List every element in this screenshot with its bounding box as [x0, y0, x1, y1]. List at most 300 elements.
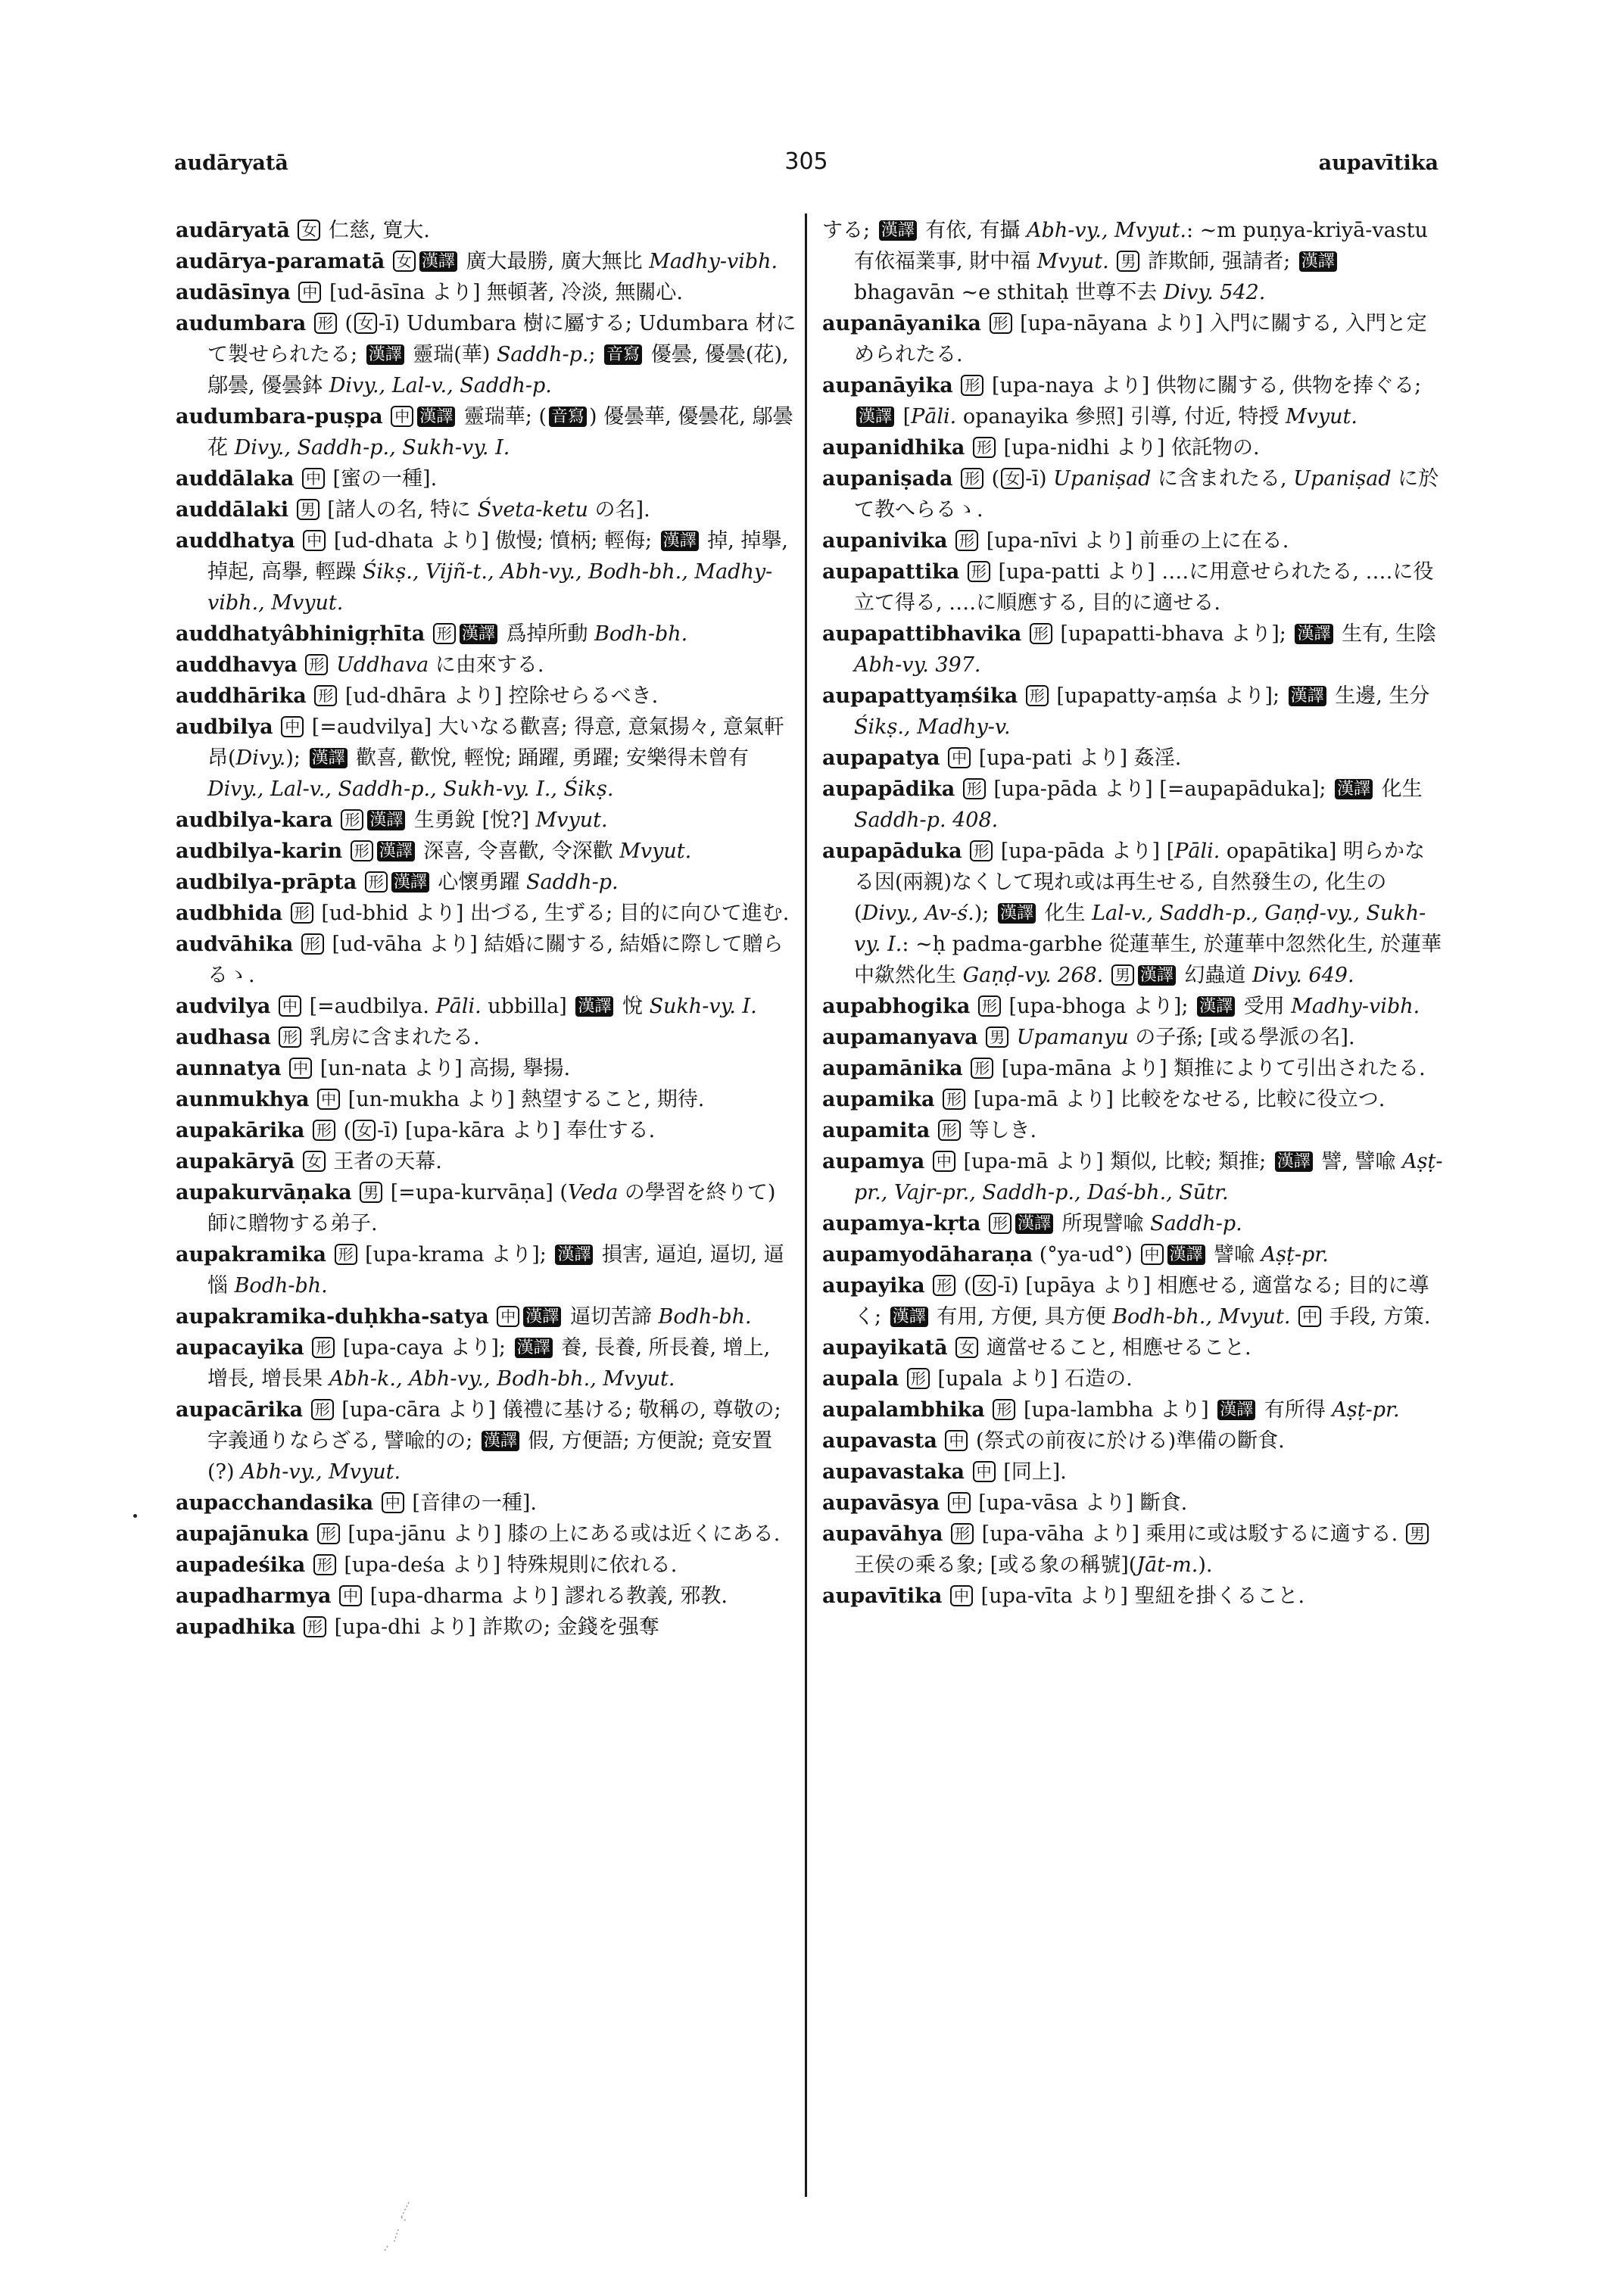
dictionary-entry	[822, 1146, 1443, 1208]
dictionary-entry	[176, 1239, 796, 1301]
dictionary-entry	[822, 463, 1443, 525]
dictionary-entry	[822, 556, 1443, 618]
grammar-mark: 形	[313, 1120, 335, 1141]
entry-headword: audbilya-prāpta	[176, 871, 357, 894]
grammar-mark: 中	[933, 1151, 955, 1172]
entry-text: [upa-vīta より] 聖紐を掛くること.	[974, 1584, 1305, 1608]
entry-text: 悅	[616, 995, 650, 1018]
grammar-mark: 中	[339, 1585, 362, 1606]
entry-text: (	[338, 312, 354, 335]
entry-text: する;	[822, 219, 877, 242]
dictionary-entry	[822, 1581, 1443, 1612]
entry-text: );	[974, 902, 996, 925]
dictionary-entry	[176, 215, 796, 246]
grammar-mark: 形	[433, 623, 456, 644]
grammar-mark: 形	[907, 1368, 930, 1389]
entry-source-citation: Bodh-bh.	[594, 622, 688, 646]
entry-source-citation: Bodh-bh.	[658, 1305, 752, 1329]
entry-source-citation: Saddh-p.	[496, 343, 589, 366]
chinese-translation-mark: 音寫	[604, 344, 642, 365]
entry-text: [ud-vāha より] 結婚に關する, 結婚に際して贈らるゝ.	[207, 933, 784, 987]
dictionary-entry	[822, 1425, 1443, 1456]
grammar-mark: 女	[973, 1275, 996, 1296]
entry-headword: auddālaka	[176, 467, 295, 491]
grammar-mark: 女	[354, 313, 377, 334]
dictionary-entry	[822, 618, 1443, 681]
entry-text: [蜜の一種].	[326, 467, 438, 491]
entry-text: [upa-caya より];	[336, 1336, 513, 1360]
grammar-mark: 形	[1030, 623, 1052, 644]
entry-text	[1103, 964, 1110, 987]
grammar-mark: 形	[989, 1213, 1011, 1234]
column-divider	[805, 213, 807, 2197]
dictionary-entry	[176, 525, 796, 618]
chinese-translation-mark: 漢譯	[482, 1431, 519, 1451]
entry-headword: aupalambhika	[822, 1398, 985, 1422]
grammar-mark: 形	[341, 809, 363, 830]
entry-headword: aupadhika	[176, 1615, 296, 1639]
grammar-mark: 中	[950, 1585, 973, 1606]
dictionary-entry	[822, 1456, 1443, 1488]
entry-headword: aupaniṣada	[822, 467, 953, 491]
entry-text: [upala より] 石造の.	[930, 1367, 1133, 1391]
entry-headword: aupavāsya	[822, 1491, 940, 1515]
entry-headword: aupakramika-duḥkha-satya	[176, 1305, 489, 1329]
entry-text: [=upa-kurvāṇa] (	[384, 1181, 568, 1204]
grammar-mark: 形	[317, 1523, 340, 1544]
entry-text: );	[285, 746, 307, 770]
entry-source-citation: Mvyut.	[1285, 405, 1357, 428]
dictionary-entry	[822, 525, 1443, 556]
grammar-mark: 女	[393, 251, 416, 272]
entry-text: の子孫; [或る學派の名].	[1128, 1026, 1355, 1049]
entry-text: -ī) Udumbara 樹に屬する; Udumbara 材にて製せられたる;	[207, 312, 796, 366]
chinese-translation-mark: 漢譯	[661, 531, 699, 551]
dictionary-entry	[822, 215, 1443, 308]
entry-text: [upa-vāsa より] 斷食.	[971, 1491, 1188, 1515]
grammar-mark: 形	[961, 375, 983, 396]
chinese-translation-mark: 漢譯	[1015, 1213, 1053, 1234]
dictionary-entry	[822, 1270, 1443, 1332]
dictionary-entry	[822, 432, 1443, 463]
dictionary-entry	[176, 1581, 796, 1612]
entry-text: の學習を終りて) 師に贈物する弟子.	[207, 1181, 776, 1235]
entry-headword: aupapattibhavika	[822, 622, 1022, 646]
entry-text: 化生	[1037, 902, 1093, 925]
grammar-mark: 中	[1141, 1244, 1164, 1265]
entry-text: 有依, 有攝	[918, 219, 1027, 242]
dictionary-entry	[822, 1488, 1443, 1519]
entry-headword: aupapādika	[822, 777, 955, 801]
entry-text: 詐欺師, 强請者;	[1141, 250, 1297, 273]
entry-text: [upa-bhoga より];	[1002, 995, 1195, 1018]
entry-text: (	[336, 1119, 352, 1142]
grammar-mark: 中	[391, 406, 413, 427]
grammar-mark: 形	[311, 1399, 334, 1420]
entry-text: 心懷勇躍	[431, 871, 527, 894]
dictionary-entry	[176, 805, 796, 836]
entry-headword: aupala	[822, 1367, 899, 1391]
grammar-mark: 中	[303, 530, 326, 551]
entry-text	[1291, 1305, 1298, 1329]
grammar-mark: 中	[279, 995, 301, 1017]
entry-source-citation: Śikṣ., Madhy-v.	[854, 715, 1011, 739]
running-header	[174, 148, 1439, 189]
grammar-mark: 中	[973, 1461, 996, 1482]
entry-headword: aupapāduka	[822, 840, 962, 863]
entry-headword: audhasa	[176, 1026, 271, 1049]
entry-headword: aupamya	[822, 1150, 925, 1173]
entry-text: に於て教へらるゝ.	[854, 467, 1439, 522]
entry-source-citation: Madhy-vibh.	[1291, 995, 1420, 1018]
entry-text: 逼切苦諦	[563, 1305, 659, 1329]
entry-source-citation: Divy., Saddh-p., Sukh-vy. I.	[234, 436, 510, 460]
entry-text: -ī) [upāya より] 相應せる, 適當なる; 目的に導く;	[854, 1274, 1429, 1329]
entry-text: 掉, 掉擧, 掉起, 高擧, 輕躁	[207, 529, 788, 584]
entry-text: 養, 長養, 所長養, 增上, 增長, 增長果	[207, 1336, 771, 1391]
entry-text: [un-mukha より] 熱望すること, 期待.	[341, 1088, 705, 1111]
entry-source-citation: Aṣṭ-pr.	[1261, 1243, 1329, 1266]
entry-text: (祭式の前夜に於ける)準備の斷食.	[969, 1429, 1285, 1453]
dictionary-entry	[176, 1053, 796, 1084]
entry-headword: aupakurvāṇaka	[176, 1181, 352, 1204]
entry-headword: aupayikatā	[822, 1336, 948, 1360]
grammar-mark: 形	[313, 1554, 336, 1575]
entry-text: 適當せること, 相應せること.	[980, 1336, 1252, 1360]
entry-headword: aupacchandasika	[176, 1491, 374, 1515]
grammar-mark: 形	[291, 902, 313, 924]
grammar-mark: 男	[1406, 1523, 1429, 1544]
entry-text: [upa-pāda より] [	[994, 840, 1175, 863]
grammar-mark: 形	[314, 685, 337, 706]
entry-text: 有用, 方便, 具方便	[930, 1305, 1113, 1329]
chinese-translation-mark: 漢譯	[1275, 1151, 1313, 1172]
entry-text: [upa-pati より] 姦淫.	[972, 746, 1182, 770]
dictionary-entry	[176, 681, 796, 712]
entry-headword: aupajānuka	[176, 1522, 310, 1546]
entry-headword: aupanidhika	[822, 436, 965, 460]
entry-headword: auddhārika	[176, 684, 307, 708]
entry-text: [=audvilya] 大いなる歡喜; 得意, 意氣揚々, 意氣軒昂(	[207, 715, 784, 770]
entry-headword: audārya-paramatā	[176, 250, 385, 273]
grammar-mark: 中	[1298, 1306, 1321, 1327]
entry-headword: aupavastaka	[822, 1460, 965, 1484]
grammar-mark: 形	[1026, 685, 1049, 706]
chinese-translation-mark: 漢譯	[998, 903, 1036, 924]
grammar-mark: 中	[317, 1089, 340, 1110]
grammar-mark: 中	[948, 747, 971, 768]
entry-text: [音律の一種].	[405, 1491, 537, 1515]
entry-text: 深喜, 令喜歡, 令深歡	[416, 840, 620, 863]
grammar-mark: 形	[971, 1058, 993, 1079]
entry-headword: audumbara-puṣpa	[176, 405, 383, 428]
entry-text: -ī) [upa-kāra より] 奉仕する.	[377, 1119, 656, 1142]
chinese-translation-mark: 漢譯	[377, 841, 415, 861]
grammar-mark: 形	[968, 561, 990, 582]
dictionary-entry	[176, 463, 796, 494]
entry-headword: aupabhogika	[822, 995, 971, 1018]
dictionary-entry	[822, 308, 1443, 370]
entry-text: [ud-dhāra より] 控除せらるべき.	[338, 684, 659, 708]
left-column	[176, 215, 796, 1643]
entry-text: [upa-deśa より] 特殊規則に依れる.	[337, 1553, 678, 1577]
chinese-translation-mark: 漢譯	[1217, 1400, 1255, 1420]
entry-text: [	[896, 405, 912, 428]
chinese-translation-mark: 漢譯	[460, 624, 497, 644]
page-number: 305	[784, 148, 828, 175]
entry-headword: aupanāyanika	[822, 312, 981, 335]
chinese-translation-mark: 漢譯	[366, 344, 404, 365]
entry-source-citation: Abh-vy., Mvyut.	[241, 1460, 401, 1484]
dictionary-entry	[822, 681, 1443, 743]
entry-headword: aupamita	[822, 1119, 930, 1142]
entry-headword: auddhavya	[176, 653, 298, 677]
entry-headword: audbhida	[176, 902, 283, 925]
dictionary-entry	[176, 277, 796, 308]
grammar-mark: 形	[961, 468, 983, 489]
entry-text: 有所得	[1258, 1398, 1333, 1422]
entry-text: 譬喩	[1207, 1243, 1261, 1266]
entry-headword: aupadharmya	[176, 1584, 332, 1608]
header-left-guide-word: audāryatā	[174, 151, 288, 175]
grammar-mark: 男	[986, 1027, 1008, 1048]
chinese-translation-mark: 漢譯	[575, 996, 613, 1017]
entry-source-citation: Upamanyu	[1010, 1026, 1129, 1049]
chinese-translation-mark: 漢譯	[310, 748, 348, 768]
entry-source-citation: Upaniṣad	[1293, 467, 1392, 491]
entry-source-citation: Saddh-p.	[1150, 1212, 1242, 1235]
grammar-mark: 形	[973, 437, 996, 458]
entry-headword: aupayika	[822, 1274, 925, 1298]
grammar-mark: 男	[1111, 964, 1134, 986]
entry-text: 生邊, 生分	[1328, 684, 1430, 708]
dictionary-entry	[176, 1332, 796, 1394]
entry-source-citation: Madhy-vibh.	[649, 250, 778, 273]
entry-headword: auddālaki	[176, 498, 289, 522]
chinese-translation-mark: 漢譯	[515, 1338, 553, 1358]
dictionary-entry	[176, 898, 796, 929]
entry-source-citation: Bodh-bh., Mvyut.	[1112, 1305, 1291, 1329]
entry-text: 優曇, 優曇(花), 鄔曇, 優曇鉢	[207, 343, 789, 397]
entry-text: 幻蟲道	[1177, 964, 1253, 987]
dictionary-entry	[822, 774, 1443, 836]
entry-source-citation: Saddh-p. 408.	[854, 808, 999, 832]
grammar-mark: 中	[945, 1430, 968, 1451]
entry-source-citation: Mvyut.	[1036, 250, 1109, 273]
grammar-mark: 女	[353, 1120, 376, 1141]
entry-text: [upa-pāda より] [=aupapāduka];	[987, 777, 1333, 801]
entry-text: 損害, 逼迫, 逼切, 逼惱	[207, 1243, 784, 1298]
entry-source-citation: Mvyut.	[619, 840, 692, 863]
grammar-mark: 形	[951, 1523, 974, 1544]
dictionary-entry	[176, 836, 796, 867]
entry-text: に含まれたる,	[1151, 467, 1294, 491]
entry-text: (	[985, 467, 1000, 491]
entry-source-citation: Abh-vy. 397.	[854, 653, 981, 677]
grammar-mark: 形	[993, 1399, 1015, 1420]
grammar-mark: 中	[948, 1492, 971, 1513]
entry-headword: auddhatyâbhinigṛhīta	[176, 622, 425, 646]
chinese-translation-mark: 漢譯	[367, 810, 405, 830]
entry-source-citation: Śikṣ., Vijñ-t., Abh-vy., Bodh-bh., Madhy-vibh., Mvyut.	[207, 560, 773, 615]
dictionary-entry	[822, 1363, 1443, 1394]
entry-text	[1109, 250, 1116, 273]
dictionary-entry	[176, 246, 796, 277]
grammar-mark: 女	[1001, 468, 1024, 489]
entry-headword: aupanivika	[822, 529, 948, 553]
entry-headword: aupacārika	[176, 1398, 304, 1422]
grammar-mark: 形	[305, 654, 328, 675]
entry-text: 靈瑞(華)	[406, 343, 497, 366]
entry-text: 乳房に含まれたる.	[303, 1026, 480, 1049]
dictionary-entry	[176, 308, 796, 401]
entry-headword: audvāhika	[176, 933, 294, 956]
entry-source-citation: Mvyut.	[535, 808, 608, 832]
dictionary-entry	[822, 1022, 1443, 1053]
entry-source-citation: Veda	[567, 1181, 619, 1204]
chinese-translation-mark: 漢譯	[1289, 686, 1326, 706]
dictionary-entry	[822, 991, 1443, 1022]
grammar-mark: 中	[497, 1306, 519, 1327]
grammar-mark: 形	[279, 1027, 301, 1048]
dictionary-entry	[176, 929, 796, 991]
entry-text: 受用	[1237, 995, 1292, 1018]
chinese-translation-mark: 漢譯	[1295, 624, 1333, 644]
grammar-mark: 中	[298, 282, 321, 303]
entry-headword: aunnatya	[176, 1057, 282, 1080]
dictionary-entry	[176, 1612, 796, 1643]
entry-headword: audbilya-karin	[176, 840, 343, 863]
grammar-mark: 形	[963, 778, 986, 799]
dictionary-entry	[176, 1488, 796, 1519]
entry-headword: aupakārika	[176, 1119, 305, 1142]
entry-text: 譬, 譬喩	[1314, 1150, 1403, 1173]
grammar-mark: 男	[297, 499, 320, 520]
dictionary-entry	[822, 1332, 1443, 1363]
entry-headword: aupapattika	[822, 560, 960, 584]
entry-headword: aupavītika	[822, 1584, 943, 1608]
entry-text: [upa-dhi より] 詐欺の; 金錢を强奪	[328, 1615, 659, 1639]
dictionary-entry	[176, 1084, 796, 1115]
entry-text: 生有, 生陰	[1335, 622, 1437, 646]
entry-text: [upa-jānu より] 膝の上にある或は近くにある.	[341, 1522, 781, 1546]
entry-text: 生勇銳 [悅?]	[407, 808, 536, 832]
entry-text: [upa-nidhi より] 依託物の.	[996, 436, 1260, 460]
chinese-translation-mark: 漢譯	[879, 220, 917, 241]
entry-source-citation: Divy.	[235, 746, 286, 770]
entry-source-citation: Aṣṭ-pr., Vajr-pr., Saddh-p., Daś-bh., Sūtr.	[854, 1150, 1443, 1204]
grammar-mark: 形	[301, 933, 324, 955]
entry-text: (	[957, 1274, 972, 1298]
entry-source-citation: Jāt-m.	[1136, 1553, 1199, 1577]
entry-headword: aupamya-kṛta	[822, 1212, 981, 1235]
chinese-translation-mark: 漢譯	[419, 251, 457, 272]
entry-text: bhagavān ∼e sthitaḥ 世尊不去	[854, 281, 1164, 304]
chinese-translation-mark: 漢譯	[1197, 996, 1235, 1017]
entry-headword: audbilya-kara	[176, 808, 333, 832]
entry-source-citation: Upaniṣad	[1053, 467, 1152, 491]
dictionary-entry	[822, 1519, 1443, 1581]
grammar-mark: 女	[955, 1337, 978, 1358]
entry-text: [ud-dhata より] 傲慢; 憤柄; 輕侮;	[327, 529, 659, 553]
grammar-mark: 中	[281, 716, 304, 737]
entry-source-citation: Pāli.	[1174, 840, 1220, 863]
entry-source-citation: Abh-k., Abh-vy., Bodh-bh., Mvyut.	[329, 1367, 675, 1391]
dictionary-entry	[176, 1115, 796, 1146]
dictionary-entry	[822, 1115, 1443, 1146]
dictionary-entry	[176, 401, 796, 463]
grammar-mark: 形	[990, 313, 1012, 334]
entry-source-citation: Divy., Lal-v., Saddh-p., Sukh-vy. I., Śikṣ.	[207, 777, 614, 801]
entry-text: 化生	[1375, 777, 1423, 801]
margin-mark	[133, 1514, 137, 1518]
entry-text: 所現譬喩	[1055, 1212, 1151, 1235]
entry-text: [upa-krama より];	[358, 1243, 553, 1266]
chinese-translation-mark: 漢譯	[856, 407, 894, 427]
chinese-translation-mark: 漢譯	[391, 872, 429, 893]
entry-source-citation: Pāli.	[435, 995, 482, 1018]
dictionary-entry	[822, 1053, 1443, 1084]
grammar-mark: 形	[304, 1616, 326, 1637]
dictionary-entry	[176, 494, 796, 525]
chinese-translation-mark: 漢譯	[417, 407, 455, 427]
entry-text: [upa-cāra より] 儀禮に基ける; 敬稱の, 尊敬の; 字義通りならざる, 譬喩的の;	[207, 1398, 781, 1453]
grammar-mark: 女	[298, 220, 320, 241]
entry-headword: aupacayika	[176, 1336, 304, 1360]
dictionary-entry	[822, 836, 1443, 991]
grammar-mark: 男	[1117, 251, 1139, 272]
entry-text: [ud-bhid より] 出づる, 生ずる; 目的に向ひて進む.	[314, 902, 790, 925]
entry-text: [=audbilya.	[302, 995, 436, 1018]
grammar-mark: 形	[312, 1337, 335, 1358]
entry-text: ;	[588, 343, 603, 366]
entry-text: [upa-nīvi より] 前垂の上に在る.	[980, 529, 1289, 553]
entry-headword: aupakāryā	[176, 1150, 295, 1173]
entry-source-citation: Divy. 542.	[1163, 281, 1266, 304]
entry-source-citation: Sukh-vy. I.	[649, 995, 757, 1018]
entry-text: [upa-dharma より] 謬れる教義, 邪教.	[363, 1584, 728, 1608]
entry-text: [諸人の名, 特に	[320, 498, 478, 522]
entry-text: 手段, 方策.	[1323, 1305, 1431, 1329]
grammar-mark: 形	[314, 313, 337, 334]
grammar-mark: 形	[943, 1089, 965, 1110]
entry-source-citation: Saddh-p.	[526, 871, 619, 894]
grammar-mark: 形	[978, 995, 1001, 1017]
entry-headword: auddhatya	[176, 529, 295, 553]
chinese-translation-mark: 漢譯	[1167, 1245, 1205, 1265]
dictionary-entry	[822, 1239, 1443, 1270]
entry-text: の名].	[588, 498, 650, 522]
grammar-mark: 形	[335, 1244, 357, 1265]
dictionary-entry	[176, 1301, 796, 1332]
entry-text: ubbilla]	[481, 995, 574, 1018]
entry-headword: aupanāyika	[822, 374, 953, 397]
entry-headword: audāsīnya	[176, 281, 291, 304]
entry-headword: audāryatā	[176, 219, 290, 242]
entry-source-citation: Śveta-ketu	[477, 498, 588, 522]
chinese-translation-mark: 漢譯	[890, 1307, 928, 1327]
grammar-mark: 女	[303, 1151, 326, 1172]
entry-headword: audbilya	[176, 715, 273, 739]
entry-text: [upa-nāyana より] 入門に關する, 入門と定められたる.	[854, 312, 1427, 366]
entry-source-citation: Bodh-bh.	[234, 1274, 328, 1298]
entry-text: ) 優曇華, 優曇花, 鄔曇花	[207, 405, 793, 460]
entry-headword: aupadeśika	[176, 1553, 306, 1577]
entry-text: [upa-patti より] ‥‥に用意せられたる, ‥‥に役立て得る, ‥‥に順應する, 目的に適せる.	[854, 560, 1434, 615]
grammar-mark: 形	[933, 1275, 955, 1296]
entry-text: 靈瑞華; (	[457, 405, 547, 428]
entry-text: [upa-māna より] 類推によりて引出されたる.	[995, 1057, 1426, 1080]
